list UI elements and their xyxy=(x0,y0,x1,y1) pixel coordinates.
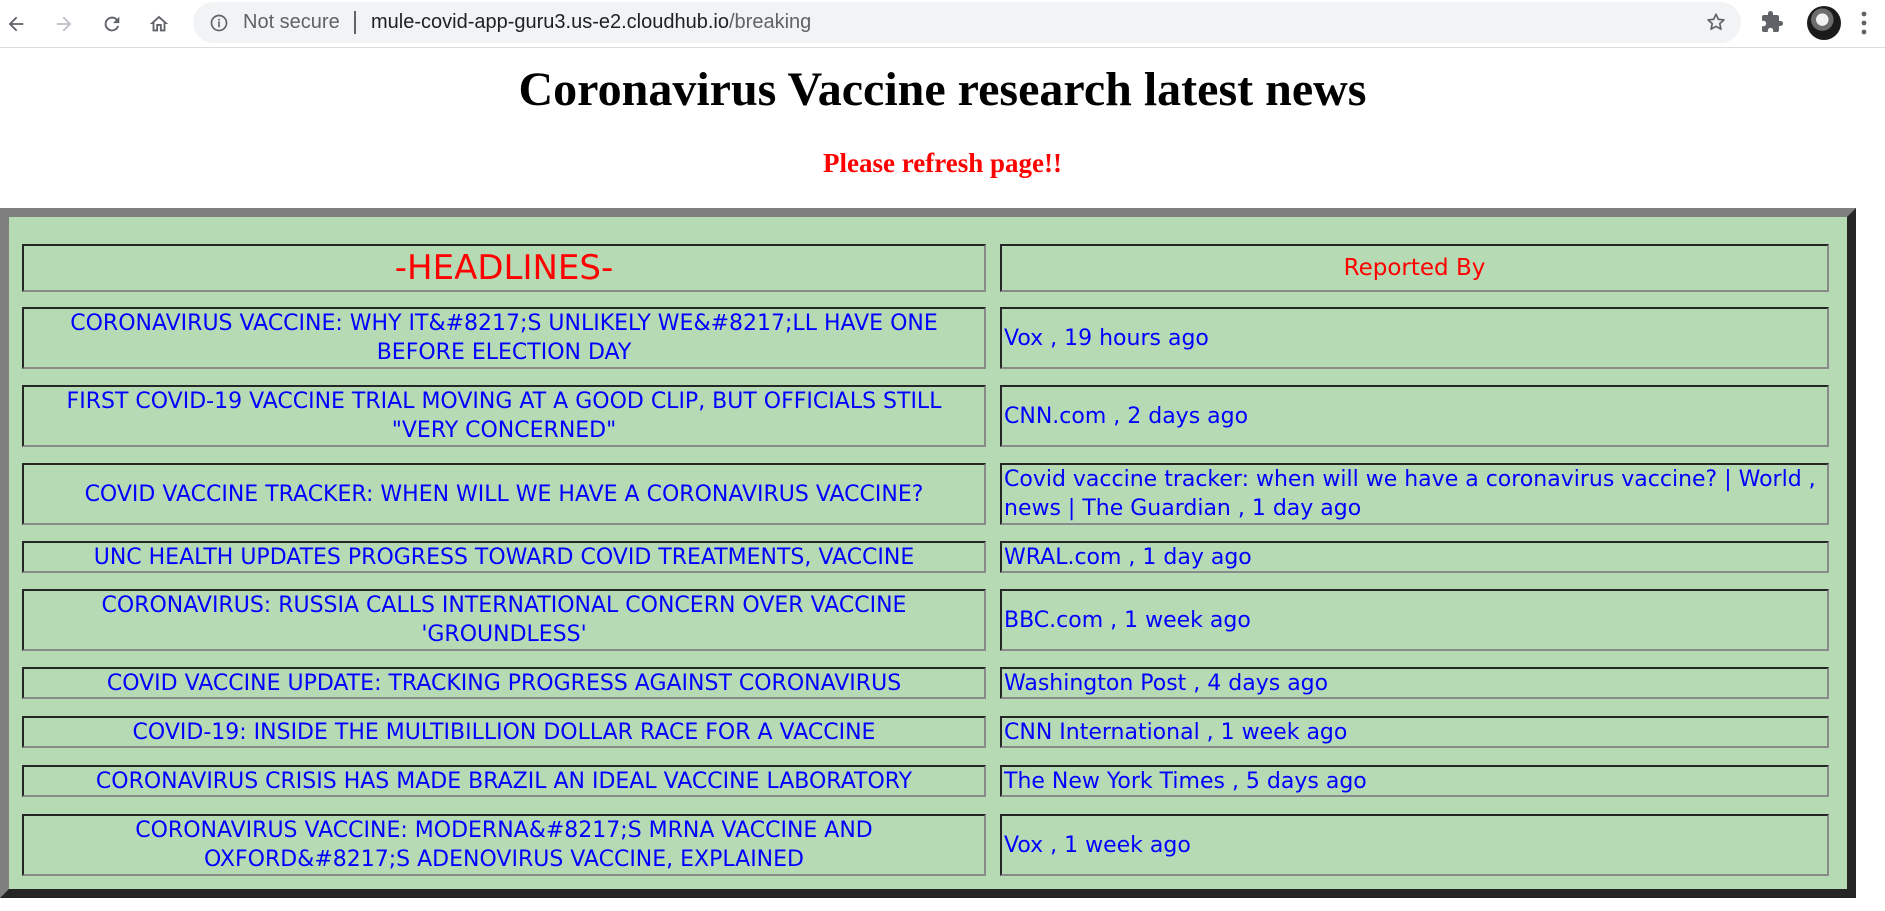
reload-icon xyxy=(101,13,123,35)
page-title: Coronavirus Vaccine research latest news xyxy=(518,63,1367,116)
address-divider xyxy=(354,11,356,34)
headline-link[interactable]: COVID VACCINE UPDATE: TRACKING PROGRESS AGAINST CORONAVIRUS xyxy=(106,670,902,696)
reported-by-cell xyxy=(1000,541,1829,573)
headline-cell xyxy=(22,307,986,369)
home-button[interactable] xyxy=(143,8,175,40)
headline-link[interactable]: CORONAVIRUS VACCINE: MODERNA&#8217;S MRNA VACCINE AND OXFORD&#8217;S ADENOVIRUS VACCINE, EXPLAINED xyxy=(135,818,873,872)
back-button[interactable] xyxy=(0,8,32,40)
reported-by-cell xyxy=(1000,814,1829,876)
headline-cell xyxy=(22,541,986,573)
source-link[interactable]: CNN International , 1 week ago xyxy=(1004,719,1348,745)
headline-cell xyxy=(22,814,986,876)
headlines-header: -HEADLINES- xyxy=(22,244,986,292)
reported-by-cell xyxy=(1000,765,1829,797)
url-text[interactable] xyxy=(371,11,811,34)
headline-link[interactable]: UNC HEALTH UPDATES PROGRESS TOWARD COVID TREATMENTS, VACCINE xyxy=(93,544,915,570)
headline-cell xyxy=(22,667,986,699)
source-link[interactable]: CNN.com , 2 days ago xyxy=(1004,403,1249,429)
extensions-puzzle-icon[interactable] xyxy=(1760,10,1784,38)
security-label[interactable]: Not secure xyxy=(243,11,340,33)
source-link[interactable]: Washington Post , 4 days ago xyxy=(1004,670,1329,696)
address-bar[interactable] xyxy=(193,2,1741,43)
headline-cell xyxy=(22,385,986,447)
news-table xyxy=(0,208,1856,898)
reported-by-cell xyxy=(1000,667,1829,699)
headline-link[interactable]: CORONAVIRUS VACCINE: WHY IT&#8217;S UNLIKELY WE&#8217;LL HAVE ONE BEFORE ELECTION DAY xyxy=(70,311,938,365)
reported-by-cell xyxy=(1000,385,1829,447)
reported-by-cell xyxy=(1000,589,1829,651)
back-arrow-icon xyxy=(5,13,27,35)
reported-by-cell xyxy=(1000,463,1829,525)
url-host: mule-covid-app-guru3.us-e2.cloudhub.io xyxy=(371,11,729,33)
profile-avatar[interactable] xyxy=(1807,6,1841,40)
headline-cell xyxy=(22,463,986,525)
source-link[interactable]: WRAL.com , 1 day ago xyxy=(1004,544,1252,570)
source-link[interactable]: Covid vaccine tracker: when will we have a coronavirus vaccine? | World , news | The Guardian , 1 day ago xyxy=(1004,467,1816,521)
reload-button[interactable] xyxy=(96,8,128,40)
headline-cell xyxy=(22,716,986,748)
forward-arrow-icon xyxy=(53,13,75,35)
refresh-note: Please refresh page!! xyxy=(823,148,1062,178)
source-link[interactable]: Vox , 19 hours ago xyxy=(1004,325,1209,351)
reported-by-header: Reported By xyxy=(1000,244,1829,292)
headline-link[interactable]: CORONAVIRUS CRISIS HAS MADE BRAZIL AN IDEAL VACCINE LABORATORY xyxy=(95,768,913,794)
browser-toolbar xyxy=(0,0,1885,48)
info-icon[interactable] xyxy=(209,13,229,37)
source-link[interactable]: BBC.com , 1 week ago xyxy=(1004,607,1251,633)
reported-by-cell xyxy=(1000,716,1829,748)
headline-cell xyxy=(22,589,986,651)
headline-link[interactable]: FIRST COVID-19 VACCINE TRIAL MOVING AT A GOOD CLIP, BUT OFFICIALS STILL "VERY CONCERNED" xyxy=(66,389,942,443)
headline-cell xyxy=(22,765,986,797)
more-menu-icon[interactable] xyxy=(1860,10,1868,40)
headline-link[interactable]: CORONAVIRUS: RUSSIA CALLS INTERNATIONAL CONCERN OVER VACCINE 'GROUNDLESS' xyxy=(101,593,907,647)
source-link[interactable]: Vox , 1 week ago xyxy=(1004,832,1191,858)
headline-link[interactable]: COVID-19: INSIDE THE MULTIBILLION DOLLAR RACE FOR A VACCINE xyxy=(132,719,876,745)
home-icon xyxy=(148,13,170,35)
url-path: /breaking xyxy=(729,11,812,33)
source-link[interactable]: The New York Times , 5 days ago xyxy=(1004,768,1367,794)
headline-link[interactable]: COVID VACCINE TRACKER: WHEN WILL WE HAVE A CORONAVIRUS VACCINE? xyxy=(84,481,924,507)
bookmark-star-icon[interactable] xyxy=(1705,11,1727,37)
forward-button[interactable] xyxy=(48,8,80,40)
reported-by-cell xyxy=(1000,307,1829,369)
